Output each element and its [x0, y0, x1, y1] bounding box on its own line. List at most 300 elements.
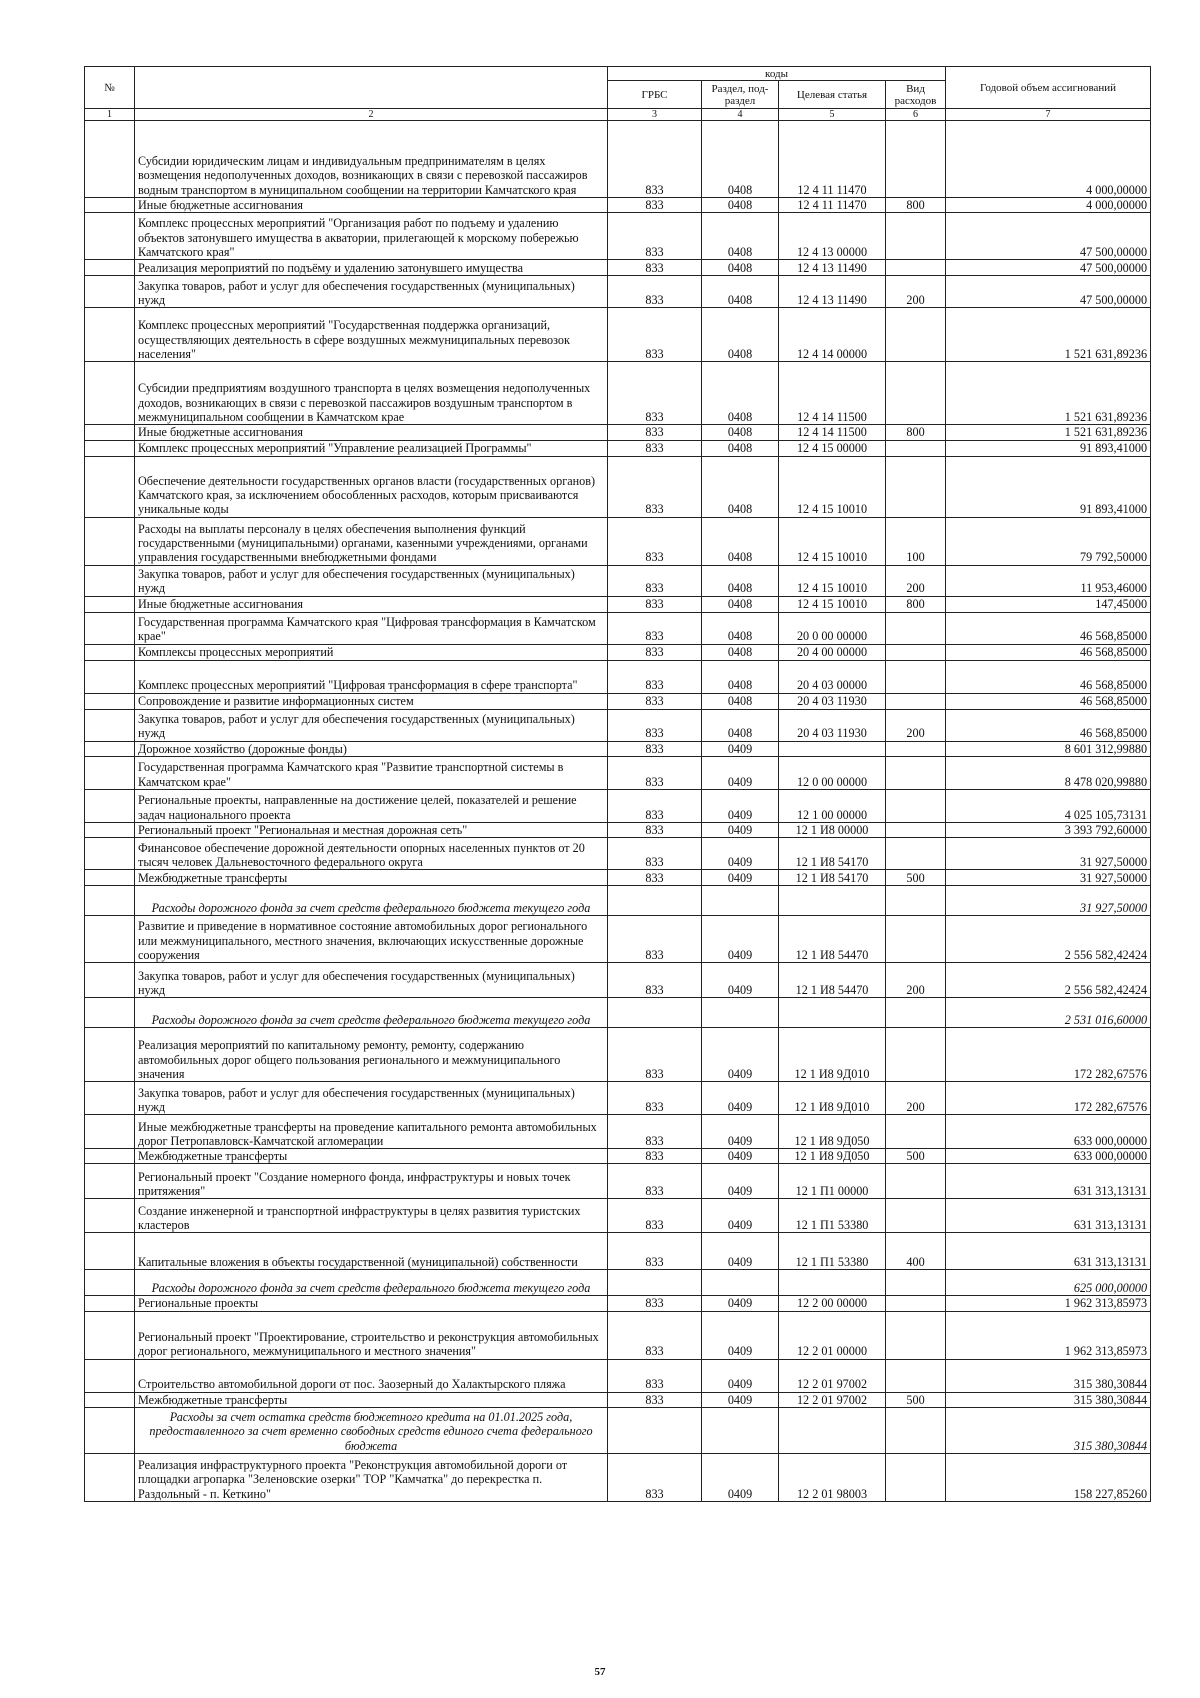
- row-number-cell: [85, 789, 135, 822]
- item-name: Иные бюджетные ассигнования: [135, 596, 608, 612]
- table-row: [85, 1296, 1151, 1311]
- section-cell: 0408: [702, 660, 779, 693]
- amount-cell: 3 393 792,60000: [946, 822, 1151, 837]
- row-number-cell: [85, 1115, 135, 1149]
- row-number-cell: [85, 1199, 135, 1233]
- target-cell: 20 4 03 00000: [779, 660, 886, 693]
- note-row: [85, 886, 1151, 916]
- section-cell: 0408: [702, 596, 779, 612]
- row-number-cell: [85, 1408, 135, 1454]
- grbs-cell: [608, 998, 702, 1028]
- amount-cell: 1 962 313,85973: [946, 1311, 1151, 1359]
- target-cell: 12 4 14 00000: [779, 308, 886, 362]
- target-cell: [779, 886, 886, 916]
- target-cell: 12 1 И8 54470: [779, 963, 886, 998]
- row-number-cell: [85, 1311, 135, 1359]
- item-name: Финансовое обеспечение дорожной деятельности опорных населенных пунктов от 20 тысяч человек Дальневосточного федерального округа: [135, 838, 608, 870]
- item-name: Иные бюджетные ассигнования: [135, 198, 608, 213]
- table-row: [85, 838, 1151, 870]
- target-cell: 12 1 И8 54170: [779, 838, 886, 870]
- table-row: [85, 565, 1151, 596]
- item-name: Создание инженерной и транспортной инфраструктуры в целях развития туристских кластеров: [135, 1199, 608, 1233]
- row-number-cell: [85, 1233, 135, 1270]
- grbs-cell: 833: [608, 425, 702, 440]
- row-number-cell: [85, 1454, 135, 1502]
- amount-cell: 47 500,00000: [946, 276, 1151, 308]
- grbs-cell: 833: [608, 440, 702, 456]
- row-number-cell: [85, 1359, 135, 1392]
- target-cell: 20 4 03 11930: [779, 709, 886, 741]
- item-name: Обеспечение деятельности государственных органов власти (государственных органов) Камчатского края, за исключением обособленных расходов, которым присваиваются уникальные коды: [135, 456, 608, 517]
- grbs-cell: 833: [608, 517, 702, 565]
- amount-cell: 315 380,30844: [946, 1359, 1151, 1392]
- section-cell: 0409: [702, 789, 779, 822]
- amount-cell: 1 521 631,89236: [946, 425, 1151, 440]
- amount-cell: 31 927,50000: [946, 838, 1151, 870]
- section-cell: 0409: [702, 1454, 779, 1502]
- exptype-cell: [886, 916, 946, 963]
- amount-cell: 91 893,41000: [946, 456, 1151, 517]
- amount-cell: 31 927,50000: [946, 886, 1151, 916]
- colnum-3: 3: [608, 109, 702, 121]
- exptype-cell: [886, 822, 946, 837]
- table-row: [85, 1311, 1151, 1359]
- table-row: [85, 789, 1151, 822]
- item-name: Региональный проект "Создание номерного фонда, инфраструктуры и новых точек притяжения": [135, 1164, 608, 1199]
- row-number-cell: [85, 963, 135, 998]
- exptype-cell: [886, 1296, 946, 1311]
- amount-cell: 8 478 020,99880: [946, 756, 1151, 789]
- table-row: [85, 741, 1151, 756]
- exptype-cell: [886, 644, 946, 660]
- row-number-cell: [85, 596, 135, 612]
- table-row: [85, 276, 1151, 308]
- target-cell: 12 4 15 10010: [779, 456, 886, 517]
- item-name: Расходы на выплаты персоналу в целях обеспечения выполнения функций государственными (муниципальными) органами, казенными учреждениями, органами управления государственными внебюджетными фондами: [135, 517, 608, 565]
- column-numbers-row: [85, 109, 1151, 121]
- target-cell: 12 4 15 10010: [779, 596, 886, 612]
- row-number-cell: [85, 998, 135, 1028]
- grbs-cell: 833: [608, 1296, 702, 1311]
- exptype-cell: [886, 1199, 946, 1233]
- amount-cell: 46 568,85000: [946, 660, 1151, 693]
- target-cell: [779, 741, 886, 756]
- table-header: [85, 67, 1151, 121]
- exptype-cell: 200: [886, 565, 946, 596]
- colnum-4: 4: [702, 109, 779, 121]
- table-row: [85, 1233, 1151, 1270]
- colnum-2: 2: [135, 109, 608, 121]
- row-number-cell: [85, 612, 135, 644]
- amount-cell: 2 531 016,60000: [946, 998, 1151, 1028]
- amount-cell: 172 282,67576: [946, 1082, 1151, 1115]
- grbs-cell: 833: [608, 838, 702, 870]
- exptype-cell: [886, 1115, 946, 1149]
- header-name: [135, 67, 608, 109]
- section-cell: 0409: [702, 1115, 779, 1149]
- exptype-cell: [886, 1408, 946, 1454]
- amount-cell: 8 601 312,99880: [946, 741, 1151, 756]
- note-row: [85, 1408, 1151, 1454]
- amount-cell: 4 000,00000: [946, 121, 1151, 198]
- section-cell: 0409: [702, 1359, 779, 1392]
- grbs-cell: 833: [608, 121, 702, 198]
- section-cell: 0409: [702, 838, 779, 870]
- grbs-cell: 833: [608, 644, 702, 660]
- row-number-cell: [85, 886, 135, 916]
- item-name: Закупка товаров, работ и услуг для обеспечения государственных (муниципальных) нужд: [135, 276, 608, 308]
- amount-cell: 633 000,00000: [946, 1149, 1151, 1164]
- exptype-cell: [886, 741, 946, 756]
- target-cell: 12 4 11 11470: [779, 121, 886, 198]
- amount-cell: 1 962 313,85973: [946, 1296, 1151, 1311]
- target-cell: 12 4 15 10010: [779, 517, 886, 565]
- exptype-cell: [886, 1454, 946, 1502]
- table-row: [85, 870, 1151, 886]
- item-name: Сопровождение и развитие информационных систем: [135, 693, 608, 709]
- section-cell: 0409: [702, 1392, 779, 1407]
- section-cell: [702, 998, 779, 1028]
- target-cell: 12 1 П1 53380: [779, 1233, 886, 1270]
- exptype-cell: [886, 756, 946, 789]
- target-cell: [779, 1270, 886, 1296]
- table-row: [85, 456, 1151, 517]
- exptype-cell: [886, 121, 946, 198]
- exptype-cell: [886, 838, 946, 870]
- grbs-cell: 833: [608, 1233, 702, 1270]
- table-row: [85, 440, 1151, 456]
- target-cell: 12 0 00 00000: [779, 756, 886, 789]
- section-cell: 0409: [702, 1149, 779, 1164]
- header-target: Целевая статья: [779, 81, 886, 109]
- grbs-cell: 833: [608, 789, 702, 822]
- target-cell: 12 2 01 00000: [779, 1311, 886, 1359]
- target-cell: 12 4 13 11490: [779, 276, 886, 308]
- section-cell: [702, 886, 779, 916]
- section-cell: 0409: [702, 822, 779, 837]
- grbs-cell: 833: [608, 308, 702, 362]
- amount-cell: 631 313,13131: [946, 1164, 1151, 1199]
- row-number-cell: [85, 308, 135, 362]
- table-row: [85, 1028, 1151, 1082]
- table-row: [85, 213, 1151, 260]
- item-name: Комплекс процессных мероприятий "Государственная поддержка организаций, осуществляющих деятельность в сфере воздушных межмуниципальных перевозок населения": [135, 308, 608, 362]
- row-number-cell: [85, 644, 135, 660]
- item-name: Развитие и приведение в нормативное состояние автомобильных дорог регионального или межмуниципального, местного значения, включающих искусственные дорожные сооружения: [135, 916, 608, 963]
- table-row: [85, 1392, 1151, 1407]
- header-codes: коды: [608, 67, 946, 81]
- item-name: Субсидии юридическим лицам и индивидуальным предпринимателям в целях возмещения недополученных доходов, возникающих в связи с перевозкой пассажиров водным транспортом в муниципальном сообщении на территории Камчатского края: [135, 121, 608, 198]
- item-name: Закупка товаров, работ и услуг для обеспечения государственных (муниципальных) нужд: [135, 709, 608, 741]
- exptype-cell: 500: [886, 1149, 946, 1164]
- item-name: Межбюджетные трансферты: [135, 1392, 608, 1407]
- grbs-cell: 833: [608, 660, 702, 693]
- target-cell: 12 4 15 00000: [779, 440, 886, 456]
- item-name: Комплекс процессных мероприятий "Организация работ по подъему и удалению объектов затонувшего имущества в акватории, прилегающей к морскому побережью Камчатского края": [135, 213, 608, 260]
- section-cell: 0408: [702, 276, 779, 308]
- item-name: Закупка товаров, работ и услуг для обеспечения государственных (муниципальных) нужд: [135, 565, 608, 596]
- target-cell: 12 1 00 00000: [779, 789, 886, 822]
- grbs-cell: 833: [608, 260, 702, 276]
- section-cell: 0409: [702, 1233, 779, 1270]
- item-name: Региональный проект "Региональная и местная дорожная сеть": [135, 822, 608, 837]
- item-name: Комплекс процессных мероприятий "Управление реализацией Программы": [135, 440, 608, 456]
- table-row: [85, 198, 1151, 213]
- exptype-cell: [886, 1164, 946, 1199]
- amount-cell: 172 282,67576: [946, 1028, 1151, 1082]
- target-cell: 12 1 И8 00000: [779, 822, 886, 837]
- exptype-cell: [886, 1311, 946, 1359]
- row-number-cell: [85, 121, 135, 198]
- section-cell: 0408: [702, 121, 779, 198]
- section-cell: 0408: [702, 456, 779, 517]
- table-row: [85, 596, 1151, 612]
- grbs-cell: 833: [608, 1028, 702, 1082]
- table-row: [85, 756, 1151, 789]
- section-cell: 0409: [702, 1199, 779, 1233]
- target-cell: 12 1 П1 53380: [779, 1199, 886, 1233]
- header-grbs: ГРБС: [608, 81, 702, 109]
- header-amount: Годовой объем ассигнований: [946, 67, 1151, 109]
- row-number-cell: [85, 1164, 135, 1199]
- grbs-cell: 833: [608, 213, 702, 260]
- item-name: Реализация инфраструктурного проекта "Реконструкция автомобильной дороги от площадки агропарка "Зеленовские озерки" ТОР "Камчатка" до перекрестка п. Раздольный - п. Кеткино": [135, 1454, 608, 1502]
- amount-cell: 46 568,85000: [946, 693, 1151, 709]
- row-number-cell: [85, 709, 135, 741]
- exptype-cell: 500: [886, 1392, 946, 1407]
- amount-cell: 315 380,30844: [946, 1392, 1151, 1407]
- colnum-7: 7: [946, 109, 1151, 121]
- table-row: [85, 1164, 1151, 1199]
- table-row: [85, 425, 1151, 440]
- section-cell: 0408: [702, 644, 779, 660]
- item-name: Реализация мероприятий по подъёму и удалению затонувшего имущества: [135, 260, 608, 276]
- exptype-cell: [886, 612, 946, 644]
- amount-cell: 47 500,00000: [946, 213, 1151, 260]
- note-text: Расходы дорожного фонда за счет средств федерального бюджета текущего года: [135, 886, 608, 916]
- table-row: [85, 660, 1151, 693]
- grbs-cell: 833: [608, 1082, 702, 1115]
- section-cell: 0408: [702, 198, 779, 213]
- target-cell: 12 1 П1 00000: [779, 1164, 886, 1199]
- table-row: [85, 644, 1151, 660]
- row-number-cell: [85, 440, 135, 456]
- row-number-cell: [85, 456, 135, 517]
- target-cell: 12 2 01 97002: [779, 1359, 886, 1392]
- section-cell: 0409: [702, 1082, 779, 1115]
- amount-cell: 79 792,50000: [946, 517, 1151, 565]
- section-cell: 0409: [702, 741, 779, 756]
- amount-cell: 4 025 105,73131: [946, 789, 1151, 822]
- grbs-cell: 833: [608, 276, 702, 308]
- row-number-cell: [85, 517, 135, 565]
- section-cell: 0408: [702, 362, 779, 425]
- grbs-cell: 833: [608, 1311, 702, 1359]
- item-name: Иные межбюджетные трансферты на проведение капитального ремонта автомобильных дорог Петропавловск-Камчатской агломерации: [135, 1115, 608, 1149]
- grbs-cell: 833: [608, 963, 702, 998]
- item-name: Субсидии предприятиям воздушного транспорта в целях возмещения недополученных доходов, возникающих в связи с перевозкой пассажиров воздушным транспортом в межмуниципальном сообщении в Камчатском крае: [135, 362, 608, 425]
- amount-cell: 47 500,00000: [946, 260, 1151, 276]
- item-name: Региональные проекты, направленные на достижение целей, показателей и решение задач национального проекта: [135, 789, 608, 822]
- table-row: [85, 709, 1151, 741]
- item-name: Закупка товаров, работ и услуг для обеспечения государственных (муниципальных) нужд: [135, 1082, 608, 1115]
- row-number-cell: [85, 1149, 135, 1164]
- amount-cell: 4 000,00000: [946, 198, 1151, 213]
- target-cell: 12 4 14 11500: [779, 425, 886, 440]
- grbs-cell: [608, 1270, 702, 1296]
- exptype-cell: 400: [886, 1233, 946, 1270]
- target-cell: 12 1 И8 54170: [779, 870, 886, 886]
- row-number-cell: [85, 213, 135, 260]
- target-cell: 12 1 И8 9Д050: [779, 1115, 886, 1149]
- exptype-cell: [886, 362, 946, 425]
- amount-cell: 158 227,85260: [946, 1454, 1151, 1502]
- item-name: Капитальные вложения в объекты государственной (муниципальной) собственности: [135, 1233, 608, 1270]
- grbs-cell: 833: [608, 1115, 702, 1149]
- table-row: [85, 1454, 1151, 1502]
- note-row: [85, 998, 1151, 1028]
- section-cell: 0408: [702, 260, 779, 276]
- row-number-cell: [85, 362, 135, 425]
- colnum-5: 5: [779, 109, 886, 121]
- grbs-cell: 833: [608, 741, 702, 756]
- target-cell: 12 2 01 97002: [779, 1392, 886, 1407]
- target-cell: 12 2 01 98003: [779, 1454, 886, 1502]
- note-text: Расходы дорожного фонда за счет средств федерального бюджета текущего года: [135, 1270, 608, 1296]
- section-cell: 0409: [702, 1296, 779, 1311]
- item-name: Закупка товаров, работ и услуг для обеспечения государственных (муниципальных) нужд: [135, 963, 608, 998]
- grbs-cell: 833: [608, 822, 702, 837]
- row-number-cell: [85, 838, 135, 870]
- section-cell: 0409: [702, 756, 779, 789]
- exptype-cell: 800: [886, 198, 946, 213]
- section-cell: 0409: [702, 963, 779, 998]
- item-name: Комплекс процессных мероприятий "Цифровая трансформация в сфере транспорта": [135, 660, 608, 693]
- exptype-cell: [886, 660, 946, 693]
- table-row: [85, 1149, 1151, 1164]
- table-row: [85, 121, 1151, 198]
- header-num: №: [85, 67, 135, 109]
- item-name: Иные бюджетные ассигнования: [135, 425, 608, 440]
- item-name: Государственная программа Камчатского края "Цифровая трансформация в Камчатском крае": [135, 612, 608, 644]
- amount-cell: 631 313,13131: [946, 1199, 1151, 1233]
- grbs-cell: 833: [608, 916, 702, 963]
- target-cell: 12 4 13 00000: [779, 213, 886, 260]
- table-row: [85, 260, 1151, 276]
- exptype-cell: 200: [886, 963, 946, 998]
- row-number-cell: [85, 870, 135, 886]
- target-cell: 20 4 03 11930: [779, 693, 886, 709]
- row-number-cell: [85, 198, 135, 213]
- exptype-cell: 200: [886, 1082, 946, 1115]
- amount-cell: 46 568,85000: [946, 709, 1151, 741]
- header-exptype: Вид расходов: [886, 81, 946, 109]
- exptype-cell: [886, 886, 946, 916]
- row-number-cell: [85, 1296, 135, 1311]
- amount-cell: 2 556 582,42424: [946, 916, 1151, 963]
- item-name: Межбюджетные трансферты: [135, 870, 608, 886]
- exptype-cell: 800: [886, 425, 946, 440]
- item-name: Строительство автомобильной дороги от пос. Заозерный до Халактырского пляжа: [135, 1359, 608, 1392]
- section-cell: 0408: [702, 693, 779, 709]
- target-cell: 12 2 00 00000: [779, 1296, 886, 1311]
- page-number: 57: [594, 1666, 606, 1678]
- amount-cell: 315 380,30844: [946, 1408, 1151, 1454]
- row-number-cell: [85, 1392, 135, 1407]
- grbs-cell: 833: [608, 1392, 702, 1407]
- row-number-cell: [85, 916, 135, 963]
- table-body: [85, 121, 1151, 1502]
- row-number-cell: [85, 756, 135, 789]
- grbs-cell: 833: [608, 456, 702, 517]
- grbs-cell: 833: [608, 693, 702, 709]
- target-cell: 12 1 И8 9Д050: [779, 1149, 886, 1164]
- exptype-cell: [886, 213, 946, 260]
- exptype-cell: [886, 693, 946, 709]
- exptype-cell: [886, 308, 946, 362]
- item-name: Региональный проект "Проектирование, строительство и реконструкция автомобильных дорог регионального, межмуниципального и местного значения": [135, 1311, 608, 1359]
- section-cell: 0408: [702, 213, 779, 260]
- grbs-cell: 833: [608, 596, 702, 612]
- amount-cell: 625 000,00000: [946, 1270, 1151, 1296]
- row-number-cell: [85, 822, 135, 837]
- section-cell: 0409: [702, 1028, 779, 1082]
- target-cell: 12 4 14 11500: [779, 362, 886, 425]
- row-number-cell: [85, 425, 135, 440]
- amount-cell: 147,45000: [946, 596, 1151, 612]
- target-cell: [779, 1408, 886, 1454]
- section-cell: 0409: [702, 1164, 779, 1199]
- exptype-cell: 800: [886, 596, 946, 612]
- exptype-cell: [886, 440, 946, 456]
- table-row: [85, 517, 1151, 565]
- row-number-cell: [85, 660, 135, 693]
- row-number-cell: [85, 276, 135, 308]
- amount-cell: 46 568,85000: [946, 612, 1151, 644]
- grbs-cell: 833: [608, 870, 702, 886]
- target-cell: 12 1 И8 9Д010: [779, 1082, 886, 1115]
- grbs-cell: 833: [608, 362, 702, 425]
- grbs-cell: 833: [608, 1149, 702, 1164]
- grbs-cell: 833: [608, 1199, 702, 1233]
- exptype-cell: [886, 1359, 946, 1392]
- note-row: [85, 1270, 1151, 1296]
- amount-cell: 91 893,41000: [946, 440, 1151, 456]
- grbs-cell: [608, 1408, 702, 1454]
- section-cell: 0408: [702, 612, 779, 644]
- section-cell: 0408: [702, 565, 779, 596]
- section-cell: [702, 1408, 779, 1454]
- grbs-cell: 833: [608, 756, 702, 789]
- amount-cell: 11 953,46000: [946, 565, 1151, 596]
- table-row: [85, 308, 1151, 362]
- target-cell: 12 4 11 11470: [779, 198, 886, 213]
- table-row: [85, 693, 1151, 709]
- exptype-cell: 100: [886, 517, 946, 565]
- row-number-cell: [85, 1270, 135, 1296]
- amount-cell: 631 313,13131: [946, 1233, 1151, 1270]
- grbs-cell: 833: [608, 612, 702, 644]
- amount-cell: 46 568,85000: [946, 644, 1151, 660]
- grbs-cell: 833: [608, 198, 702, 213]
- exptype-cell: 200: [886, 709, 946, 741]
- section-cell: 0409: [702, 1311, 779, 1359]
- section-cell: 0408: [702, 425, 779, 440]
- grbs-cell: 833: [608, 1359, 702, 1392]
- table-row: [85, 1115, 1151, 1149]
- row-number-cell: [85, 260, 135, 276]
- section-cell: 0408: [702, 440, 779, 456]
